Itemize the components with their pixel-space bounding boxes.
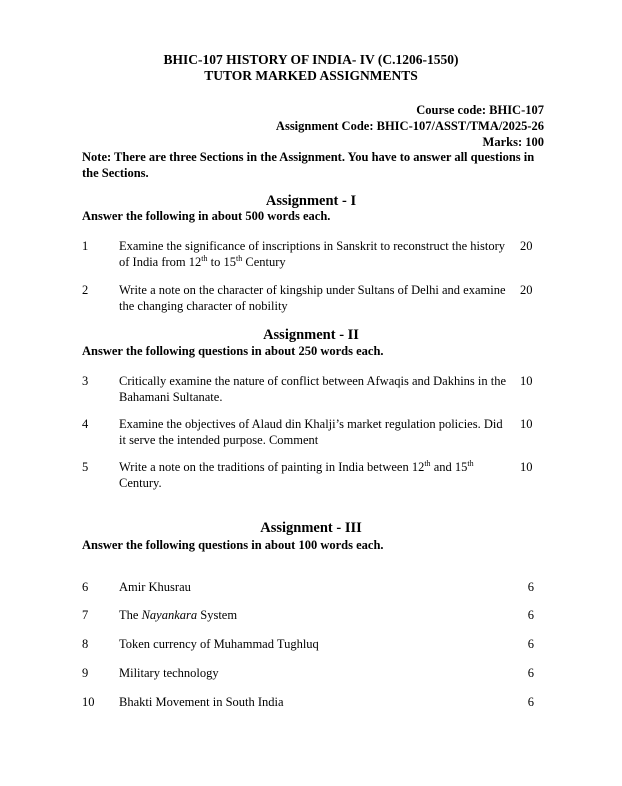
question-text: The Nayankara System bbox=[119, 608, 238, 622]
question-marks: 6 bbox=[527, 608, 534, 622]
question-text: Amir Khusrau bbox=[119, 580, 191, 594]
question-text: Write a note on the traditions of painting in India between 12th and 15th Century. bbox=[119, 458, 474, 490]
course-title: BHIC-107 HISTORY OF INDIA- IV (C.1206-1550) bbox=[163, 52, 459, 67]
question-number: 4 bbox=[82, 417, 89, 431]
section-title-3: Assignment - III bbox=[260, 520, 362, 536]
section-title-1: Assignment - I bbox=[265, 193, 357, 209]
question-marks: 6 bbox=[527, 666, 534, 680]
question-marks: 10 bbox=[520, 417, 533, 431]
question-marks: 10 bbox=[520, 374, 533, 388]
question-text: Bhakti Movement in South India bbox=[119, 695, 284, 709]
question-number: 3 bbox=[82, 374, 89, 388]
question-marks: 20 bbox=[520, 283, 533, 297]
section-instruction-3: Answer the following questions in about 100 words each. bbox=[82, 538, 384, 552]
question-marks: 6 bbox=[527, 695, 534, 709]
question-marks: 6 bbox=[527, 580, 534, 594]
question-number: 9 bbox=[82, 666, 89, 680]
question-text: Critically examine the nature of conflict between Afwaqis and Dakhins in the Bahamani Sultanate. bbox=[119, 374, 507, 404]
question-number: 6 bbox=[82, 580, 89, 594]
question-number: 7 bbox=[82, 608, 89, 622]
question-number: 5 bbox=[82, 460, 89, 474]
assignment-subtitle: TUTOR MARKED ASSIGNMENTS bbox=[204, 68, 418, 83]
question-text: Write a note on the character of kingship under Sultans of Delhi and examine the changing character of nobility bbox=[119, 283, 506, 313]
assignment-note: Note: There are three Sections in the Assignment. You have to answer all questions in the Sections. bbox=[82, 150, 535, 180]
question-text: Token currency of Muhammad Tughluq bbox=[119, 637, 319, 651]
section-instruction-1: Answer the following in about 500 words each. bbox=[82, 209, 331, 223]
question-number: 1 bbox=[82, 239, 89, 253]
question-number: 2 bbox=[82, 283, 89, 297]
total-marks: Marks: 100 bbox=[482, 135, 544, 149]
question-marks: 10 bbox=[520, 460, 533, 474]
question-marks: 20 bbox=[520, 239, 533, 253]
question-number: 8 bbox=[82, 637, 89, 651]
question-text: Examine the significance of inscriptions in Sanskrit to reconstruct the history of India from 12th to 15th Century bbox=[119, 239, 506, 269]
question-marks: 6 bbox=[527, 637, 534, 651]
question-number: 10 bbox=[82, 695, 95, 709]
section-title-2: Assignment - II bbox=[263, 327, 359, 343]
assignment-code: Assignment Code: BHIC-107/ASST/TMA/2025-26 bbox=[275, 119, 544, 133]
question-text: Examine the objectives of Alaud din Khalji’s market regulation policies. Did it serve the intended purpose. Comment bbox=[119, 417, 503, 447]
course-code: Course code: BHIC-107 bbox=[416, 103, 544, 117]
section-instruction-2: Answer the following questions in about 250 words each. bbox=[82, 344, 384, 358]
question-text: Military technology bbox=[119, 666, 219, 680]
